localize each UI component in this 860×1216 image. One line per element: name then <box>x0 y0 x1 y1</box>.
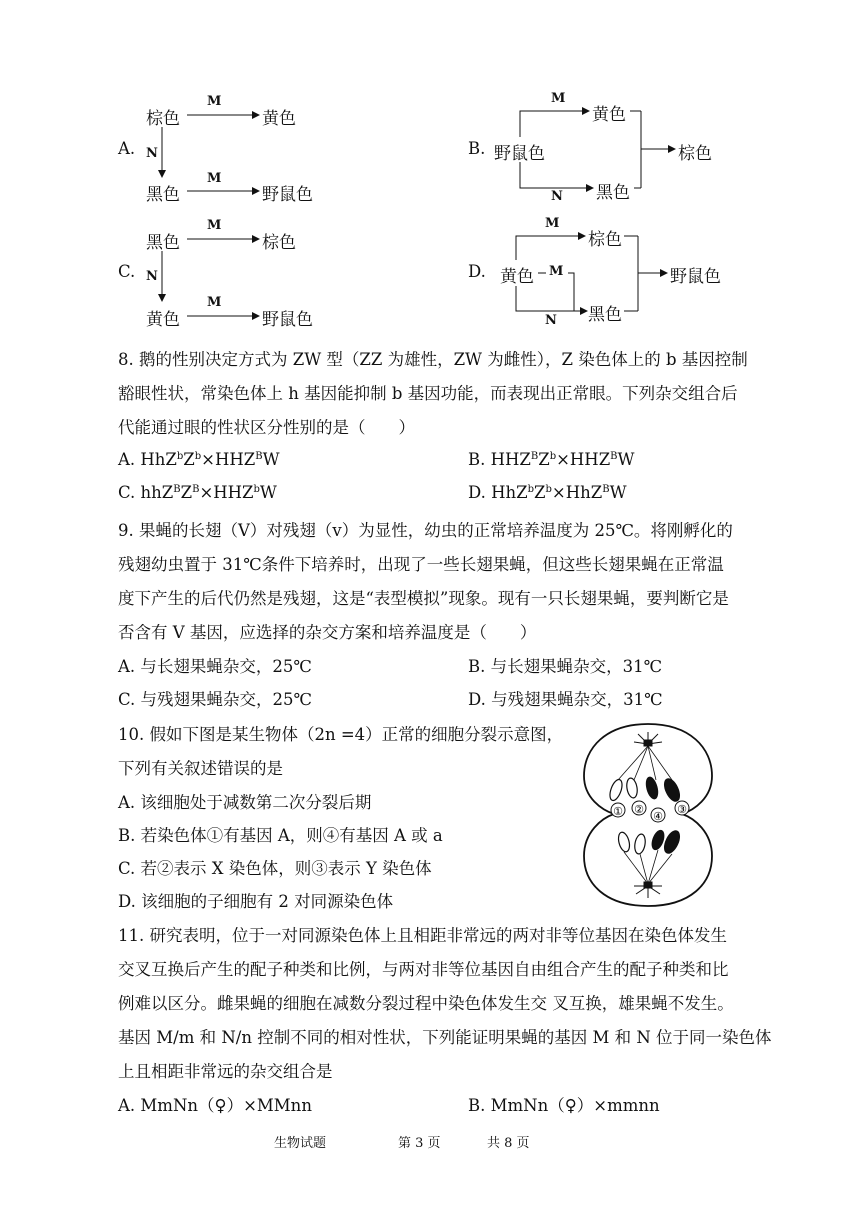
word-black: 黑色 <box>588 305 622 325</box>
spindle-pole-top <box>634 732 662 746</box>
q9-line-3: 度下产生的后代仍然是残翅，这是“表型模拟”现象。现有一只长翅果蝇，要判断它是 <box>118 589 729 608</box>
q11-option-b[interactable]: B. MmNn（♀）×mmnn <box>468 1096 660 1115</box>
q11-option-a[interactable]: A. MmNn（♀）×MMnn <box>118 1096 312 1115</box>
option-b-label: B. <box>468 139 486 158</box>
q11-line-1: 11. 研究表明，位于一对同源染色体上且相距非常远的两对非等位基因在染色体发生 <box>118 926 727 945</box>
label-2: ② <box>634 803 644 816</box>
q10-line-1: 10. 假如下图是某生物体（2n =4）正常的细胞分裂示意图， <box>118 725 564 744</box>
arrows-d <box>0 0 860 340</box>
footer-page: 第 3 页 <box>398 1136 441 1151</box>
word-black: 黑色 <box>146 233 180 253</box>
q8-line-1: 8. 鹅的性别决定方式为 ZW 型（ZZ 为雄性，ZW 为雌性），Z 染色体上的 b 基因控制 <box>118 350 748 369</box>
upper-chromosomes <box>608 776 683 803</box>
word-agouti: 野鼠色 <box>494 144 545 164</box>
option-d-label: D. <box>468 262 486 281</box>
q9-line-4: 否含有 V 基因，应选择的杂交方案和培养温度是（ ） <box>118 623 537 642</box>
word-brown: 棕色 <box>146 109 180 129</box>
q10-option-c[interactable]: C. 若②表示 X 染色体，则③表示 Y 染色体 <box>118 859 432 878</box>
option-a-label: A. <box>118 139 136 158</box>
q9-line-2: 残翅幼虫置于 31℃条件下培养时，出现了一些长翅果蝇，但这些长翅果蝇在正常温 <box>118 555 724 574</box>
q8-option-b[interactable]: B. $HHZ^BZ^b\times HHZ^BW$ <box>468 450 635 469</box>
option-c-label: C. <box>118 262 136 281</box>
spindle-pole-bottom <box>634 882 662 898</box>
lower-chromosomes <box>617 829 683 856</box>
enzyme-m: M <box>207 94 222 109</box>
q9-option-c[interactable]: C. 与残翅果蝇杂交，25℃ <box>118 690 312 709</box>
q11-line-3: 例难以区分。雌果蝇的细胞在减数分裂过程中染色体发生交 叉互换，雄果蝇不发生。 <box>118 994 734 1013</box>
word-brown: 棕色 <box>262 233 296 253</box>
q9-line-1: 9. 果蝇的长翅（V）对残翅（v）为显性，幼虫的正常培养温度为 25℃。将刚孵化的 <box>118 521 733 540</box>
q10-option-d[interactable]: D. 该细胞的子细胞有 2 对同源染色体 <box>118 892 394 911</box>
word-yellow: 黄色 <box>146 310 180 330</box>
word-black: 黑色 <box>146 185 180 205</box>
footer-subject: 生物试题 <box>274 1136 327 1151</box>
enzyme-n: N <box>146 146 158 161</box>
word-agouti: 野鼠色 <box>262 185 313 205</box>
chromosome-labels <box>611 801 689 823</box>
enzyme-m: M <box>549 264 564 279</box>
word-yellow: 黄色 <box>262 109 296 129</box>
enzyme-m: M <box>545 216 560 231</box>
q10-option-b[interactable]: B. 若染色体①有基因 A，则④有基因 A 或 a <box>118 826 443 845</box>
q10-line-2: 下列有关叙述错误的是 <box>118 759 283 778</box>
q9-option-a[interactable]: A. 与长翅果蝇杂交，25℃ <box>118 657 312 676</box>
enzyme-m: M <box>551 91 566 106</box>
q11-line-4: 基因 M/m 和 N/n 控制不同的相对性状，下列能证明果蝇的基因 M 和 N 位于同一染色体 <box>118 1028 772 1047</box>
q8-line-2: 豁眼性状，常染色体上 h 基因能抑制 b 基因功能，而表现出正常眼。下列杂交组合后 <box>118 384 738 403</box>
cell-division-figure <box>578 718 718 910</box>
q9-option-b[interactable]: B. 与长翅果蝇杂交，31℃ <box>468 657 663 676</box>
enzyme-n: N <box>545 313 557 328</box>
q8-option-a[interactable]: A. $HhZ^bZ^b\times HHZ^BW$ <box>118 450 280 469</box>
word-black: 黑色 <box>596 183 630 203</box>
q8-option-c[interactable]: C. $hhZ^BZ^B\times HHZ^bW$ <box>118 483 277 502</box>
q11-line-2: 交叉互换后产生的配子种类和比例，与两对非等位基因自由组合产生的配子种类和比 <box>118 960 729 979</box>
enzyme-m: M <box>207 295 222 310</box>
word-yellow: 黄色 <box>500 267 534 287</box>
q8-line-3: 代能通过眼的性状区分性别的是（ ） <box>118 418 415 437</box>
q9-option-d[interactable]: D. 与残翅果蝇杂交，31℃ <box>468 690 663 709</box>
label-3: ③ <box>677 803 687 816</box>
footer-total: 共 8 页 <box>487 1136 530 1151</box>
enzyme-m: M <box>207 171 222 186</box>
word-agouti: 野鼠色 <box>670 267 721 287</box>
cell-membrane <box>584 724 712 906</box>
enzyme-n: N <box>551 189 563 204</box>
label-4: ④ <box>653 810 663 823</box>
label-1: ① <box>613 805 623 818</box>
word-brown: 棕色 <box>588 230 622 250</box>
q10-option-a[interactable]: A. 该细胞处于减数第二次分裂后期 <box>118 793 372 812</box>
enzyme-m: M <box>207 218 222 233</box>
q11-line-5: 上且相距非常远的杂交组合是 <box>118 1062 333 1081</box>
q8-option-d[interactable]: D. $HhZ^bZ^b\times HhZ^BW$ <box>468 483 627 502</box>
word-agouti: 野鼠色 <box>262 310 313 330</box>
word-brown: 棕色 <box>678 144 712 164</box>
word-yellow: 黄色 <box>592 105 626 125</box>
enzyme-n: N <box>146 269 158 284</box>
